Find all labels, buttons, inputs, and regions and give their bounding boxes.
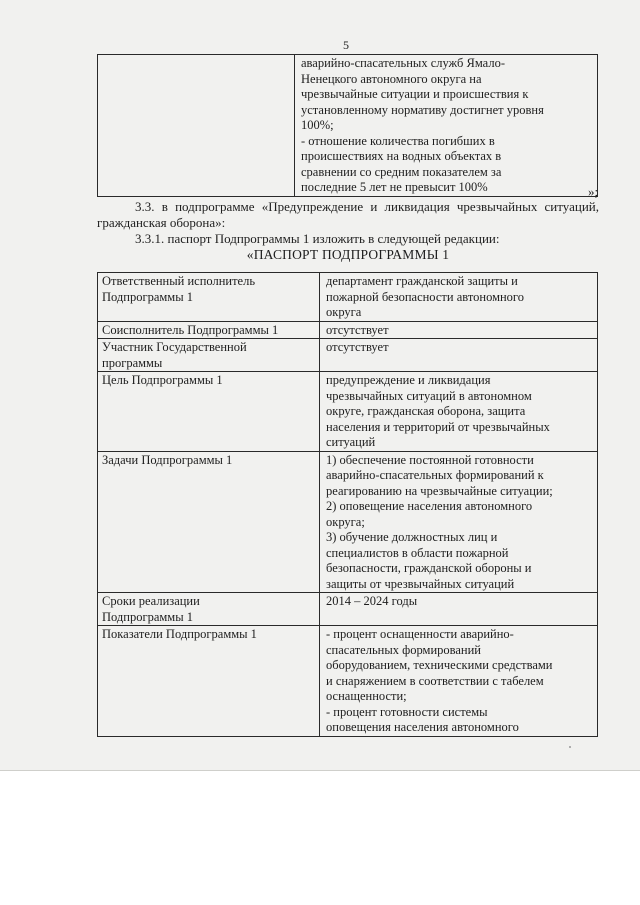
row-label: Задачи Подпрограммы 1 [102, 452, 233, 467]
table-row [98, 626, 598, 737]
row-value-cell [320, 321, 598, 339]
row-value: 2014 – 2024 годы [326, 594, 418, 608]
row-label-cell [98, 372, 320, 452]
row-value: специалистов в области пожарной [326, 545, 509, 560]
row-value-cell [320, 372, 598, 452]
row-value: реагированию на чрезвычайные ситуации; [326, 483, 553, 498]
row-value: округе, гражданская оборона, защита [326, 404, 526, 418]
row-label-cell [98, 593, 320, 626]
paragraph-3-3-1: 3.3.1. паспорт Подпрограммы 1 изложить в следующей редакции: [135, 231, 500, 246]
table-row [98, 372, 598, 452]
row-label: Участник Государственной [102, 340, 247, 354]
continuation-table [97, 54, 598, 197]
paragraph-3-3: 3.3. в подпрограмме «Предупреждение и ликвидация чрезвычайных ситуаций, гражданская оборона»: [97, 199, 599, 230]
row-label-cell [98, 321, 320, 339]
row-label: Подпрограммы 1 [102, 289, 193, 304]
cell-line: аварийно-спасательных служб Ямало- [301, 56, 505, 70]
row-value-cell [320, 273, 598, 322]
table-row [98, 273, 598, 322]
table-row [98, 593, 598, 626]
row-value: ситуаций [326, 435, 376, 449]
cell-line: сравнении со средним показателем за [301, 164, 502, 179]
cell-line: 100%; [301, 118, 334, 132]
table-row [98, 55, 598, 197]
row-value-cell [320, 451, 598, 593]
row-label: Ответственный исполнитель [102, 274, 256, 288]
row-value-cell [320, 339, 598, 372]
row-label: Сроки реализации [102, 594, 200, 608]
passport-title: «ПАСПОРТ ПОДПРОГРАММЫ 1 [246, 247, 450, 262]
row-value: - процент оснащенности аварийно- [326, 627, 514, 641]
row-label-cell [98, 339, 320, 372]
cell-line: Ненецкого автономного округа на [301, 71, 482, 86]
cell-line: чрезвычайные ситуации и происшествия к [301, 87, 529, 101]
row-value: спасательных формирований [326, 642, 481, 657]
row-value: пожарной безопасности автономного [326, 289, 524, 304]
table-row [98, 339, 598, 372]
row-value-cell [320, 626, 598, 737]
row-value: населения и территорий от чрезвычайных [326, 419, 550, 434]
row-value: оповещения населения автономного [326, 720, 519, 734]
row-value: и снаряжением в соответствии с табелем [326, 673, 544, 688]
cell-line: - отношение количества погибших в [301, 133, 495, 148]
row-value: защиты от чрезвычайных ситуаций [326, 576, 515, 591]
row-value: отсутствует [326, 340, 389, 354]
row-value: оснащенности; [326, 689, 407, 703]
row-label: Соисполнитель Подпрограммы 1 [102, 322, 279, 337]
table-row [98, 321, 598, 339]
scan-speck [569, 746, 571, 748]
row-label: Цель Подпрограммы 1 [102, 373, 223, 387]
row-label: Подпрограммы 1 [102, 609, 193, 624]
row-label: Показатели Подпрограммы 1 [102, 627, 257, 641]
row-value: отсутствует [326, 322, 389, 337]
row-value: безопасности, гражданской обороны и [326, 561, 532, 575]
table-cell [295, 55, 598, 197]
row-value: 3) обучение должностных лиц и [326, 530, 498, 544]
page-number: 5 [343, 38, 349, 52]
cell-line: последние 5 лет не превысит 100% [301, 180, 488, 194]
cell-line: происшествиях на водных объектах в [301, 149, 502, 163]
closing-quote: »; [588, 184, 599, 199]
row-value: аварийно-спасательных формирований к [326, 468, 544, 482]
row-label-cell [98, 626, 320, 737]
row-label-cell [98, 273, 320, 322]
row-value: 1) обеспечение постоянной готовности [326, 452, 534, 467]
row-value: оборудованием, техническими средствами [326, 658, 553, 672]
row-value: округа [326, 305, 362, 319]
row-value-cell [320, 593, 598, 626]
row-value: 2) оповещение населения автономного [326, 499, 533, 513]
table-row [98, 451, 598, 593]
row-label: программы [102, 355, 163, 370]
passport-table [97, 272, 598, 737]
table-cell-empty [98, 55, 295, 197]
row-value: - процент готовности системы [326, 704, 488, 719]
row-label-cell [98, 451, 320, 593]
cell-line: установленному нормативу достигнет уровня [301, 102, 544, 117]
row-value: округа; [326, 514, 365, 529]
row-value: чрезвычайных ситуаций в автономном [326, 388, 532, 403]
row-value: департамент гражданской защиты и [326, 274, 518, 288]
row-value: предупреждение и ликвидация [326, 373, 491, 387]
